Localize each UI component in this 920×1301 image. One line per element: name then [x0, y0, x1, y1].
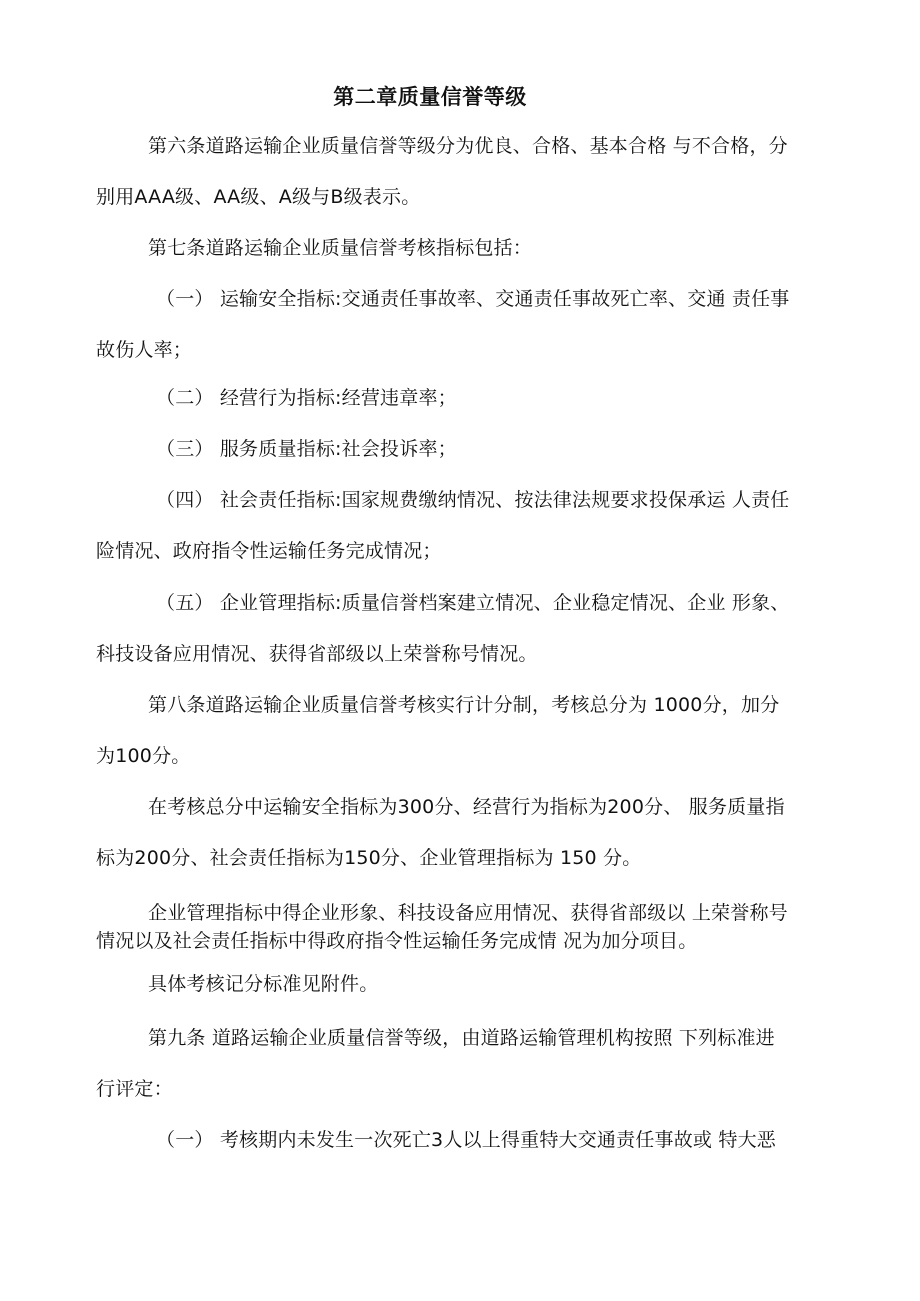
paragraph-line: 具体考核记分标准见附件。: [148, 973, 379, 995]
paragraph-line: （四） 社会责任指标:国家规费缴纳情况、按法律法规要求投保承运 人责任: [156, 489, 790, 511]
paragraph-line: 第九条 道路运输企业质量信誉等级，由道路运输管理机构按照 下列标准进: [148, 1027, 775, 1049]
paragraph-line: 为100分。: [96, 745, 191, 767]
paragraph-line: （一） 考核期内未发生一次死亡3人以上得重特大交通责任事故或 特大恶: [156, 1129, 776, 1151]
paragraph-line: 第七条道路运输企业质量信誉考核指标包括：: [148, 237, 533, 259]
paragraph-line: 第六条道路运输企业质量信誉等级分为优良、合格、基本合格 与不合格，分: [148, 135, 788, 157]
paragraph-line: （一） 运输安全指标:交通责任事故率、交通责任事故死亡率、交通 责任事: [156, 288, 790, 310]
paragraph-line: 险情况、政府指令性运输任务完成情况；: [96, 540, 442, 562]
paragraph-line: （五） 企业管理指标:质量信誉档案建立情况、企业稳定情况、企业 形象、: [156, 592, 790, 614]
paragraph-line: 情况以及社会责任指标中得政府指令性运输任务完成情 况为加分项目。: [96, 930, 698, 952]
paragraph-line: 科技设备应用情况、获得省部级以上荣誉称号情况。: [96, 643, 538, 665]
paragraph-line: （三） 服务质量指标:社会投诉率；: [156, 438, 457, 460]
paragraph-line: 在考核总分中运输安全指标为300分、经营行为指标为200分、 服务质量指: [148, 796, 785, 818]
paragraph-line: 别用AAA级、AA级、A级与B级表示。: [96, 186, 421, 208]
paragraph-line: （二） 经营行为指标:经营违章率；: [156, 387, 457, 409]
paragraph-line: 标为200分、社会责任指标为150分、企业管理指标为 150 分。: [96, 847, 642, 869]
paragraph-line: 第八条道路运输企业质量信誉考核实行计分制，考核总分为 1000分，加分: [148, 694, 780, 716]
paragraph-line: 故伤人率；: [96, 339, 193, 361]
chapter-title: 第二章质量信誉等级: [333, 85, 527, 109]
paragraph-line: 行评定：: [96, 1078, 173, 1100]
paragraph-line: 企业管理指标中得企业形象、科技设备应用情况、获得省部级以 上荣誉称号: [148, 902, 788, 924]
